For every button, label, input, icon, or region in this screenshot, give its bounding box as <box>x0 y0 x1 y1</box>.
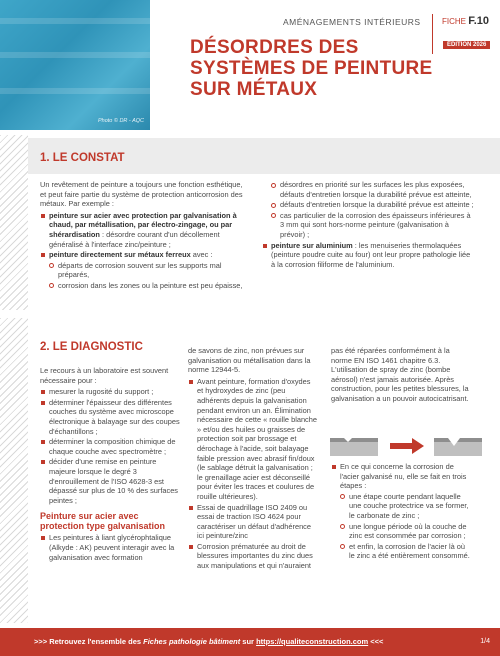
metal-sample-before-icon <box>330 438 378 456</box>
list-item: désordres en priorité sur les surfaces les plus exposées, défauts d'entretien lorsque la durabilité prévue est atteinte, <box>262 180 474 199</box>
list-item: déterminer la composition chimique de chaque couche avec spectromètre ; <box>40 437 180 456</box>
fiche-code: FICHE F.10 <box>442 15 490 27</box>
paragraph: pas été réparées conformément à la norme EN ISO 1461 chapitre 6.3. L'utilisation de spray de zinc (bombe aérosol) n'est jamais autorisée. Après construction, pour les petites blessures, la galvanisation a un pouvoir autocicatrisant. <box>331 346 469 403</box>
footer-bar <box>0 628 500 656</box>
metal-sample-after-icon <box>434 438 482 456</box>
constat-left-column <box>40 180 248 292</box>
constat-intro: Un revêtement de peinture a toujours une fonction esthétique, et peut faire partie du système de protection anticorrosion des métaux. Par exemple : <box>40 180 243 209</box>
list-item: défauts d'entretien lorsque la durabilité prévue est atteinte ; <box>262 200 474 210</box>
list-item: peinture sur acier avec protection par galvanisation à chaud, par métallisation, par électro-zingage, ou par shérardisation : désordre courant d'un décollement généralisé à l'interface zinc/peinture ; <box>40 211 248 249</box>
arrow-right-icon <box>390 438 424 454</box>
diagnostic-column-3 <box>331 346 471 406</box>
constat-right-column <box>262 180 474 270</box>
decor-hatch <box>0 318 28 623</box>
paragraph: de savons de zinc, non prévues sur galvanisation ou métallisation dans la norme 12944-5. <box>188 346 311 375</box>
footer-text: >>> Retrouvez l'ensemble des Fiches pathologie bâtiment sur https://qualiteconstruction.com <<< <box>34 637 384 646</box>
decor-hatch <box>0 135 28 310</box>
section-heading-diagnostic: 2. LE DIAGNOSTIC <box>40 341 143 353</box>
photo-credit: Photo © DR - AQC <box>97 118 144 124</box>
list-item: peinture directement sur métaux ferreux avec : <box>40 250 248 260</box>
diagnostic-intro: Le recours à un laboratoire est souvent nécessaire pour : <box>40 366 169 385</box>
list-item: déterminer l'épaisseur des différentes couches du système avec microscope électronique à balayage sur des coupes d'échantillons ; <box>40 398 180 436</box>
list-item: mesurer la rugosité du support ; <box>40 387 180 397</box>
list-item: Les peintures à liant glycérophtalique (Alkyde : AK) peuvent interagir avec la galvanisation avec formation <box>40 533 180 562</box>
list-item: départs de corrosion souvent sur les supports mal préparés, <box>40 261 248 280</box>
header-photo <box>0 0 150 130</box>
website-link[interactable]: https://qualiteconstruction.com <box>256 637 369 646</box>
list-item: une longue période où la couche de zinc est consommée par corrosion ; <box>331 522 471 541</box>
list-item: peinture sur aluminium : les menuiseries thermolaquées (peinture poudre cuite au four) ont leur propre pathologie liée à la corrosion filiforme de l'aluminium. <box>262 241 474 270</box>
section-heading-constat: 1. LE CONSTAT <box>40 152 125 164</box>
diagnostic-column-3-bottom <box>331 462 471 562</box>
list-item: Essai de quadrillage ISO 2409 ou essai de traction ISO 4624 pour caractériser un défaut d'adhérence ici peinture/zinc <box>188 503 318 541</box>
page-title: DÉSORDRES DES SYSTÈMES DE PEINTURE SUR MÉTAUX <box>190 37 433 100</box>
list-item: Avant peinture, formation d'oxydes et hydroxydes de zinc (peu adhérents depuis la galvanisation pendant environ un an. Élimination nécessaire de cette « rouille blanche » et/ou des huiles ou graisses de protection soit par brossage et dérochage à l'acide, soit balayage faible pression avec abrasif fin/doux (le sablage détruit la galvanisation ; le grenaillage acier est déconseillé pour éviter les traces et coulures de rouille ultérieures). <box>188 377 318 502</box>
diagnostic-column-2 <box>188 346 318 572</box>
list-item: En ce qui concerne la corrosion de l'acier galvanisé nu, elle se fait en trois étapes : <box>331 462 471 491</box>
list-item: Corrosion prématurée au droit de blessures importantes du zinc dues aux manipulations et qui n'auraient <box>188 542 318 571</box>
list-item: cas particulier de la corrosion des épaisseurs inférieures à 3 mm qui sont hors-norme peinture (galvanisation à prévoir) ; <box>262 211 474 240</box>
diagnostic-column-1 <box>40 366 180 563</box>
rubric: AMÉNAGEMENTS INTÉRIEURS <box>283 17 421 27</box>
edition-badge: ÉDITION 2026 <box>443 41 490 49</box>
page-number: 1/4 <box>480 638 490 645</box>
list-item: et enfin, la corrosion de l'acier là où le zinc a été entièrement consommé. <box>331 542 471 561</box>
list-item: corrosion dans les zones ou la peinture est peu épaisse, <box>40 281 248 291</box>
list-item: décider d'une remise en peinture majeure lorsque le degré 3 d'enrouillement de l'ISO 4628-3 est dépassé sur plus de 10 % des surfaces peintes ; <box>40 457 180 505</box>
subheading: Peinture sur acier avec protection type galvanisation <box>40 511 166 532</box>
corrosion-diagram <box>330 432 490 458</box>
list-item: une étape courte pendant laquelle une couche protectrice va se former, le carbonate de zinc ; <box>331 492 471 521</box>
